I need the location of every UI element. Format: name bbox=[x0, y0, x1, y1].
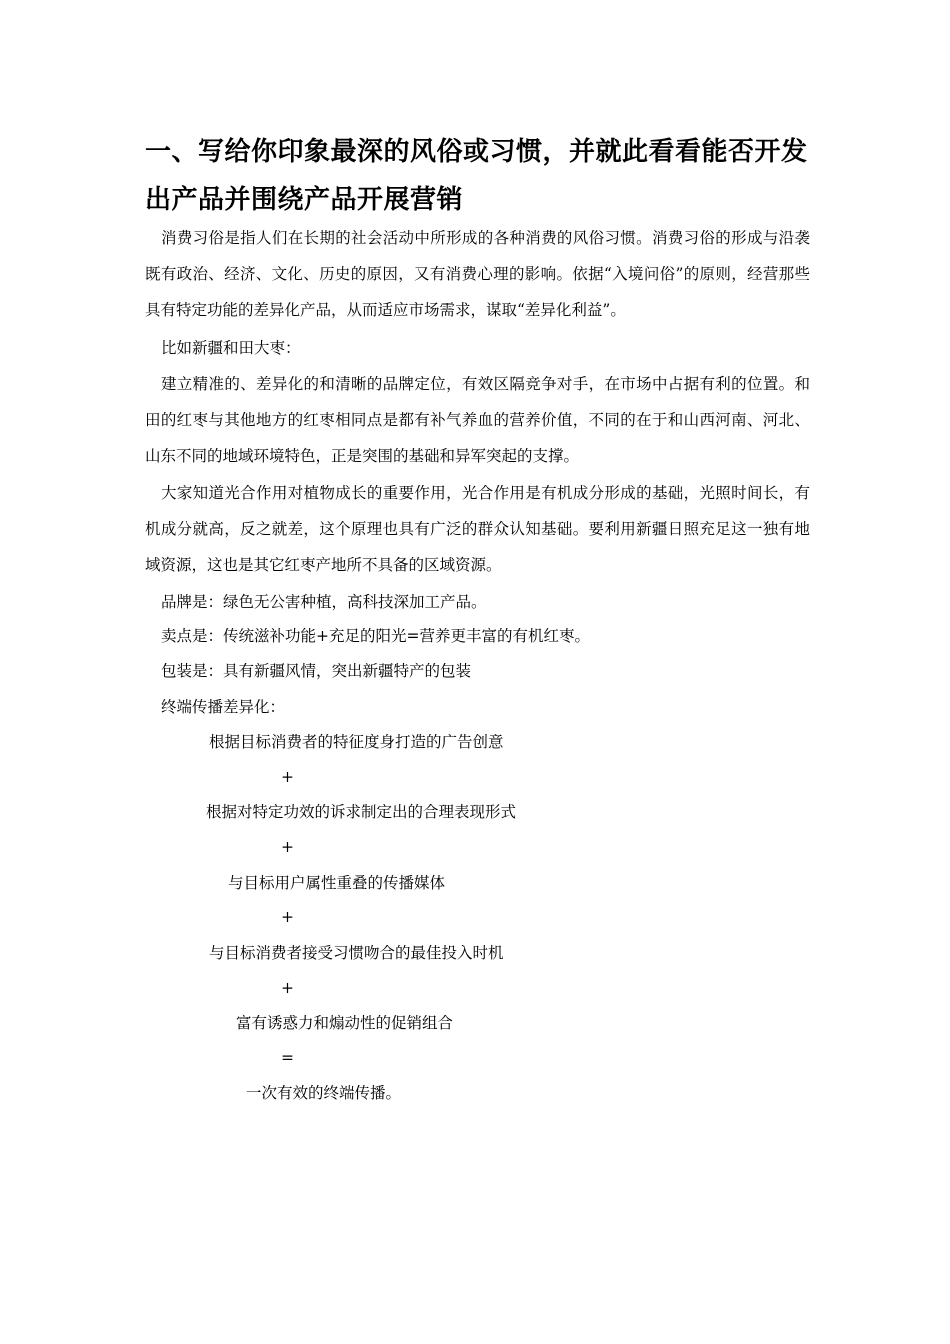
example-label: 比如新疆和田大枣： bbox=[161, 339, 301, 357]
formula-item-timing: 与目标消费者接受习惯吻合的最佳投入时机 bbox=[209, 944, 504, 962]
heading-line-2: 出产品并围绕产品开展营销 bbox=[145, 185, 464, 215]
formula-plus-3: + bbox=[281, 908, 294, 926]
paragraph-photosynthesis: 大家知道光合作用对植物成长的重要作用，光合作用是有机成分形成的基础，光照时间长，有机成分就高，反之就差，这个原理也具有广泛的群众认知基础。要利用新疆日照充足这一独有地域资源，这也是其它红枣产地所不具备的区域资源。 bbox=[145, 484, 810, 574]
formula-item-expression-form: 根据对特定功效的诉求制定出的合理表现形式 bbox=[206, 803, 517, 821]
terminal-intro-line: 终端传播差异化： bbox=[161, 698, 286, 716]
selling-point-line: 卖点是：传统滋补功能+充足的阳光=营养更丰富的有机红枣。 bbox=[161, 627, 590, 645]
formula-item-media: 与目标用户属性重叠的传播媒体 bbox=[228, 874, 446, 892]
formula-item-promotion: 富有诱惑力和煽动性的促销组合 bbox=[236, 1014, 454, 1032]
formula-plus-2: + bbox=[281, 838, 294, 856]
packaging-line: 包装是：具有新疆风情，突出新疆特产的包装 bbox=[161, 662, 472, 680]
formula-plus-4: + bbox=[281, 979, 294, 997]
paragraph-consumption-custom: 消费习俗是指人们在长期的社会活动中所形成的各种消费的风俗习惯。消费习俗的形成与沿袭既有政治、经济、文化、历史的原因，又有消费心理的影响。依据“入境问俗”的原则，经营那些具有特定功能的差异化产品，从而适应市场需求，谋取“差异化利益”。 bbox=[145, 229, 810, 319]
formula-equals: = bbox=[281, 1049, 294, 1067]
brand-line: 品牌是：绿色无公害种植，高科技深加工产品。 bbox=[161, 593, 487, 611]
paragraph-brand-positioning: 建立精准的、差异化的和清晰的品牌定位，有效区隔竞争对手，在市场中占据有利的位置。和田的红枣与其他地方的红枣相同点是都有补气养血的营养价值，不同的在于和山西河南、河北、山东不同的地域环境特色，正是突围的基础和异军突起的支撑。 bbox=[145, 375, 810, 465]
heading-line-1: 一、写给你印象最深的风俗或习惯，并就此看看能否开发 bbox=[145, 137, 808, 167]
formula-result: 一次有效的终端传播。 bbox=[246, 1084, 402, 1102]
formula-plus-1: + bbox=[281, 768, 294, 786]
formula-item-ad-creative: 根据目标消费者的特征度身打造的广告创意 bbox=[209, 733, 504, 751]
